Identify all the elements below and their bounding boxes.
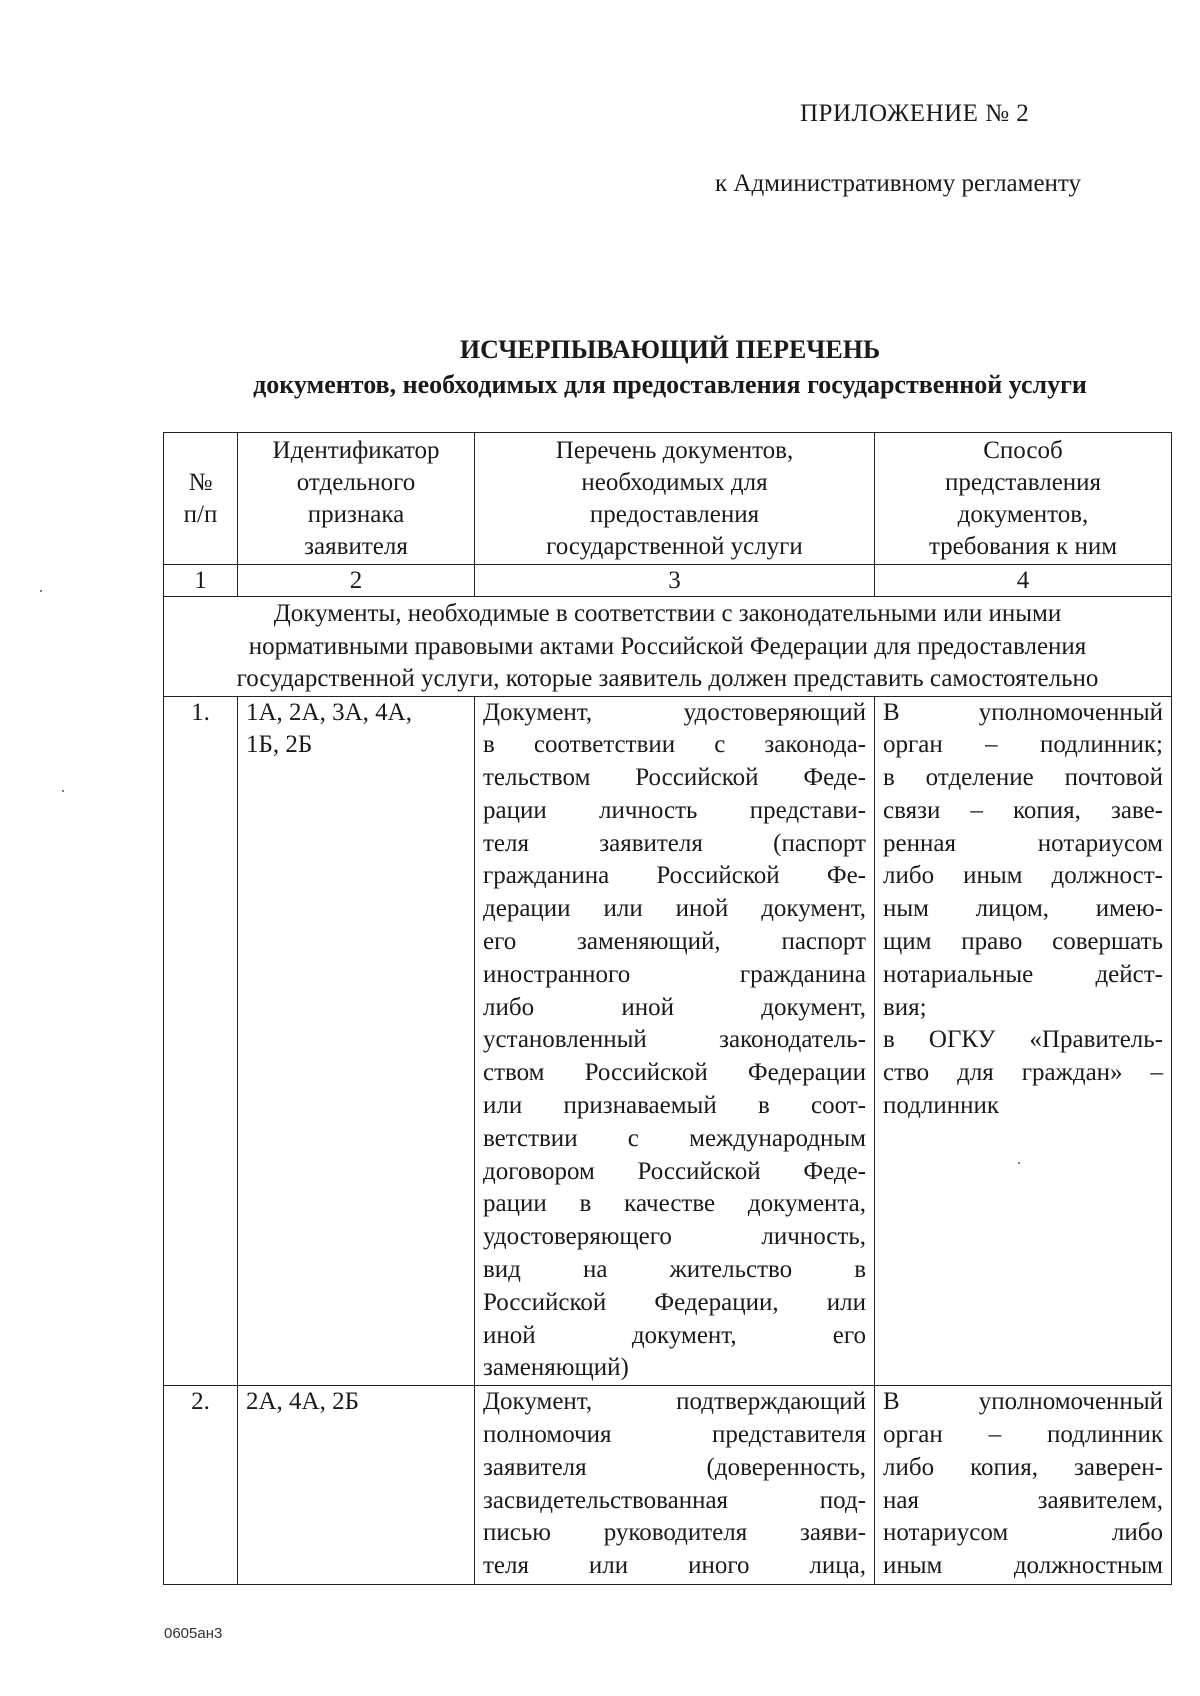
cell-line: отдельного [296, 468, 416, 496]
column-number: 4 [875, 565, 1172, 597]
cell-line: нормативными правовыми актами Российской Федерации для предоставления [248, 632, 1087, 660]
column-numbers-row [164, 565, 1172, 597]
row-applicant-ids [238, 1386, 475, 1585]
cell-line: вия; [883, 993, 927, 1021]
cell-line: установленный законодатель- [483, 1026, 866, 1054]
cell-line: засвидетельствованная под- [483, 1486, 866, 1514]
header-number [164, 433, 238, 565]
cell-line: его заменяющий, паспорт [483, 928, 866, 956]
cell-line: тельством Российской Феде- [483, 764, 866, 792]
cell-line: документов, [957, 500, 1089, 528]
cell-line: иным должностным [883, 1552, 1163, 1580]
cell-line: необходимых для [581, 468, 768, 496]
cell-line: требования к ним [928, 532, 1118, 560]
row-method [875, 696, 1172, 1386]
scan-speck [1018, 1162, 1020, 1164]
cell-line: теля заявителя (паспорт [483, 829, 866, 857]
cell-line: дерации или иной документ, [483, 895, 866, 923]
cell-line: 1А, 2А, 3А, 4А, [246, 698, 412, 726]
cell-line: нотариусом либо [883, 1519, 1163, 1547]
cell-line: или признаваемый в соот- [483, 1092, 866, 1120]
cell-line: писью руководителя заяви- [483, 1519, 866, 1547]
table-row [164, 1386, 1172, 1585]
cell-line: либо иной документ, [483, 993, 866, 1021]
cell-line: полномочия представителя [483, 1421, 866, 1449]
cell-line: предоставления [589, 500, 760, 528]
cell-line: орган – подлинник [883, 1421, 1163, 1449]
cell-line: ство для граждан» – [883, 1059, 1163, 1087]
cell-line: вид на жительство в [483, 1256, 866, 1284]
cell-line: В уполномоченный [883, 1388, 1163, 1416]
table-row [164, 696, 1172, 1386]
cell-line: Документ, удостоверяющий [483, 698, 866, 726]
cell-line: ренная нотариусом [883, 829, 1163, 857]
cell-line: п/п [183, 500, 218, 528]
document-subtitle: документов, необходимых для предоставления государственной услуги [253, 370, 1087, 399]
row-applicant-ids [238, 696, 475, 1386]
cell-line: 2А, 4А, 2Б [246, 1388, 359, 1416]
cell-line: Способ [983, 436, 1063, 464]
header-applicant-id [238, 433, 475, 565]
cell-line: рации в качестве документа, [483, 1190, 866, 1218]
section-heading [164, 597, 1172, 697]
document-title: ИСЧЕРПЫВАЮЩИЙ ПЕРЕЧЕНЬ [459, 335, 881, 364]
cell-line: заявителя (доверенность, [483, 1453, 866, 1481]
document-code: 0605ан3 [164, 1625, 223, 1642]
cell-line: гражданина Российской Фе- [483, 862, 866, 890]
cell-line: нотариальные дейст- [883, 960, 1163, 988]
cell-line: в ОГКУ «Правитель- [883, 1026, 1163, 1054]
row-documents [475, 696, 875, 1386]
regulation-reference: к Административному регламенту [715, 170, 1082, 197]
cell-line: либо иным должност- [883, 862, 1163, 890]
cell-line: заявителя [304, 532, 408, 560]
documents-table [163, 432, 1172, 1585]
cell-line: Российской Федерации, или [483, 1288, 866, 1316]
scan-speck [62, 790, 64, 792]
column-number: 2 [238, 565, 475, 597]
cell-line: иностранного гражданина [483, 960, 866, 988]
cell-line: рации личность представи- [483, 796, 866, 824]
cell-line: либо копия, заверен- [883, 1453, 1163, 1481]
cell-line: иной документ, его [483, 1321, 866, 1349]
cell-line: государственной услуги, которые заявитель должен представить самостоятельно [236, 665, 1099, 692]
cell-line: представления [944, 468, 1102, 496]
cell-line: В уполномоченный [883, 698, 1163, 726]
cell-line: щим право совершать [883, 928, 1163, 956]
cell-line: орган – подлинник; [883, 731, 1163, 759]
table-header-row [164, 433, 1172, 565]
appendix-label: ПРИЛОЖЕНИЕ № 2 [800, 100, 1030, 127]
row-number: 2. [164, 1386, 238, 1585]
cell-line: удостоверяющего личность, [483, 1223, 866, 1251]
cell-line: ным лицом, имею- [883, 895, 1163, 923]
cell-line: в отделение почтовой [883, 764, 1163, 792]
cell-line: Документы, необходимые в соответствии с законодательными или иными [273, 600, 1062, 627]
column-number: 3 [475, 565, 875, 597]
cell-line: Идентификатор [272, 436, 440, 464]
cell-line: ная заявителем, [883, 1486, 1163, 1514]
scan-speck [40, 590, 42, 592]
cell-line: ветствии с международным [483, 1124, 866, 1152]
cell-line: подлинник [883, 1092, 1000, 1120]
header-submission-method [875, 433, 1172, 565]
cell-line: договором Российской Феде- [483, 1157, 866, 1185]
cell-line: в соответствии с законода- [483, 731, 866, 759]
section-header-row [164, 597, 1172, 697]
cell-line: Перечень документов, [555, 436, 794, 464]
cell-line: № [188, 468, 213, 496]
cell-line: заменяющий) [483, 1354, 629, 1382]
column-number: 1 [164, 565, 238, 597]
cell-line: признака [307, 500, 405, 528]
row-method [875, 1386, 1172, 1585]
cell-line: ством Российской Федерации [483, 1059, 866, 1087]
row-documents [475, 1386, 875, 1585]
cell-line: государственной услуги [546, 532, 803, 560]
header-documents-list [475, 433, 875, 565]
cell-line: 1Б, 2Б [246, 731, 313, 759]
row-number: 1. [164, 696, 238, 1386]
cell-line: теля или иного лица, [483, 1552, 866, 1580]
cell-line: связи – копия, заве- [883, 796, 1163, 824]
cell-line: Документ, подтверждающий [483, 1388, 866, 1416]
